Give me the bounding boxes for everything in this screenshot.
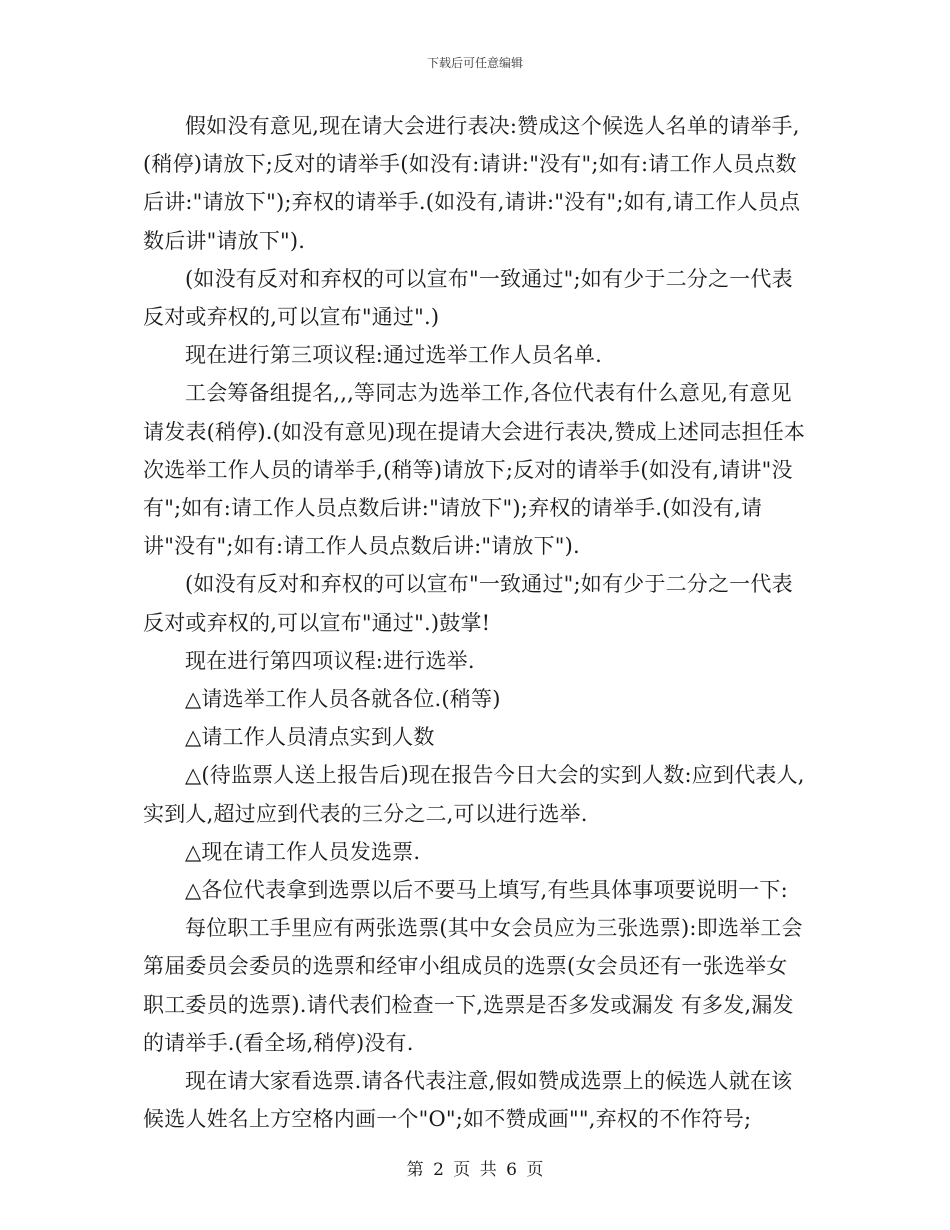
paragraph: 现在进行第四项议程:进行选举. — [185, 648, 475, 673]
document-body — [143, 107, 807, 1138]
page-number-footer: 第 2 页 共 6 页 — [406, 1160, 544, 1180]
paragraph: (如没有反对和弃权的可以宣布"一致通过";如有少于二分之一代表反对或弃权的,可以宣布"通过".) — [143, 266, 793, 330]
paragraph: △各位代表拿到选票以后不要马上填写,有些具体事项要说明一下: — [185, 878, 788, 903]
paragraph: 现在进行第三项议程:通过选举工作人员名单. — [185, 343, 602, 368]
paragraph: △请工作人员清点实到人数 — [185, 725, 435, 750]
paragraph: (如没有反对和弃权的可以宣布"一致通过";如有少于二分之一代表反对或弃权的,可以宣布"通过".)鼓掌! — [143, 572, 793, 635]
paragraph: △请选举工作人员各就各位.(稍等) — [185, 687, 501, 712]
page-header: 下载后可任意编辑 — [426, 56, 523, 70]
paragraph: △现在请工作人员发选票. — [185, 839, 421, 864]
paragraph: △(待监票人送上报告后)现在报告今日大会的实到人数:应到代表人,实到人,超过应到代表的三分之二,可以进行选举. — [143, 763, 805, 826]
paragraph: 假如没有意见,现在请大会进行表决:赞成这个候选人名单的请举手,(稍停)请放下;反对的请举手(如没有:请讲:"没有";如有:请工作人员点数后讲:"请放下");弃权的请举手.(如没有,请讲:"没有";如有,请工作人员点数后讲"请放下"). — [143, 114, 801, 253]
paragraph: 现在请大家看选票.请各代表注意,假如赞成选票上的候选人就在该候选人姓名上方空格内画一个"O";如不赞成画"",弃权的不作符号; — [143, 1069, 793, 1132]
paragraph: 工会筹备组提名,,,等同志为选举工作,各位代表有什么意见,有意见请发表(稍停).(如没有意见)现在提请大会进行表决,赞成上述同志担任本次选举工作人员的请举手,(稍等)请放下;反对的请举手(如没有,请讲"没有";如有:请工作人员点数后讲:"请放下");弃权的请举手.(如没有,请讲"没有";如有:请工作人员点数后讲:"请放下"). — [143, 381, 806, 559]
paragraph: 每位职工手里应有两张选票(其中女会员应为三张选票):即选举工会第届委员会委员的选票和经审小组成员的选票(女会员还有一张选举女职工委员的选票).请代表们检查一下,选票是否多发或漏发 有多发,漏发的请举手.(看全场,稍停)没有. — [143, 916, 803, 1055]
